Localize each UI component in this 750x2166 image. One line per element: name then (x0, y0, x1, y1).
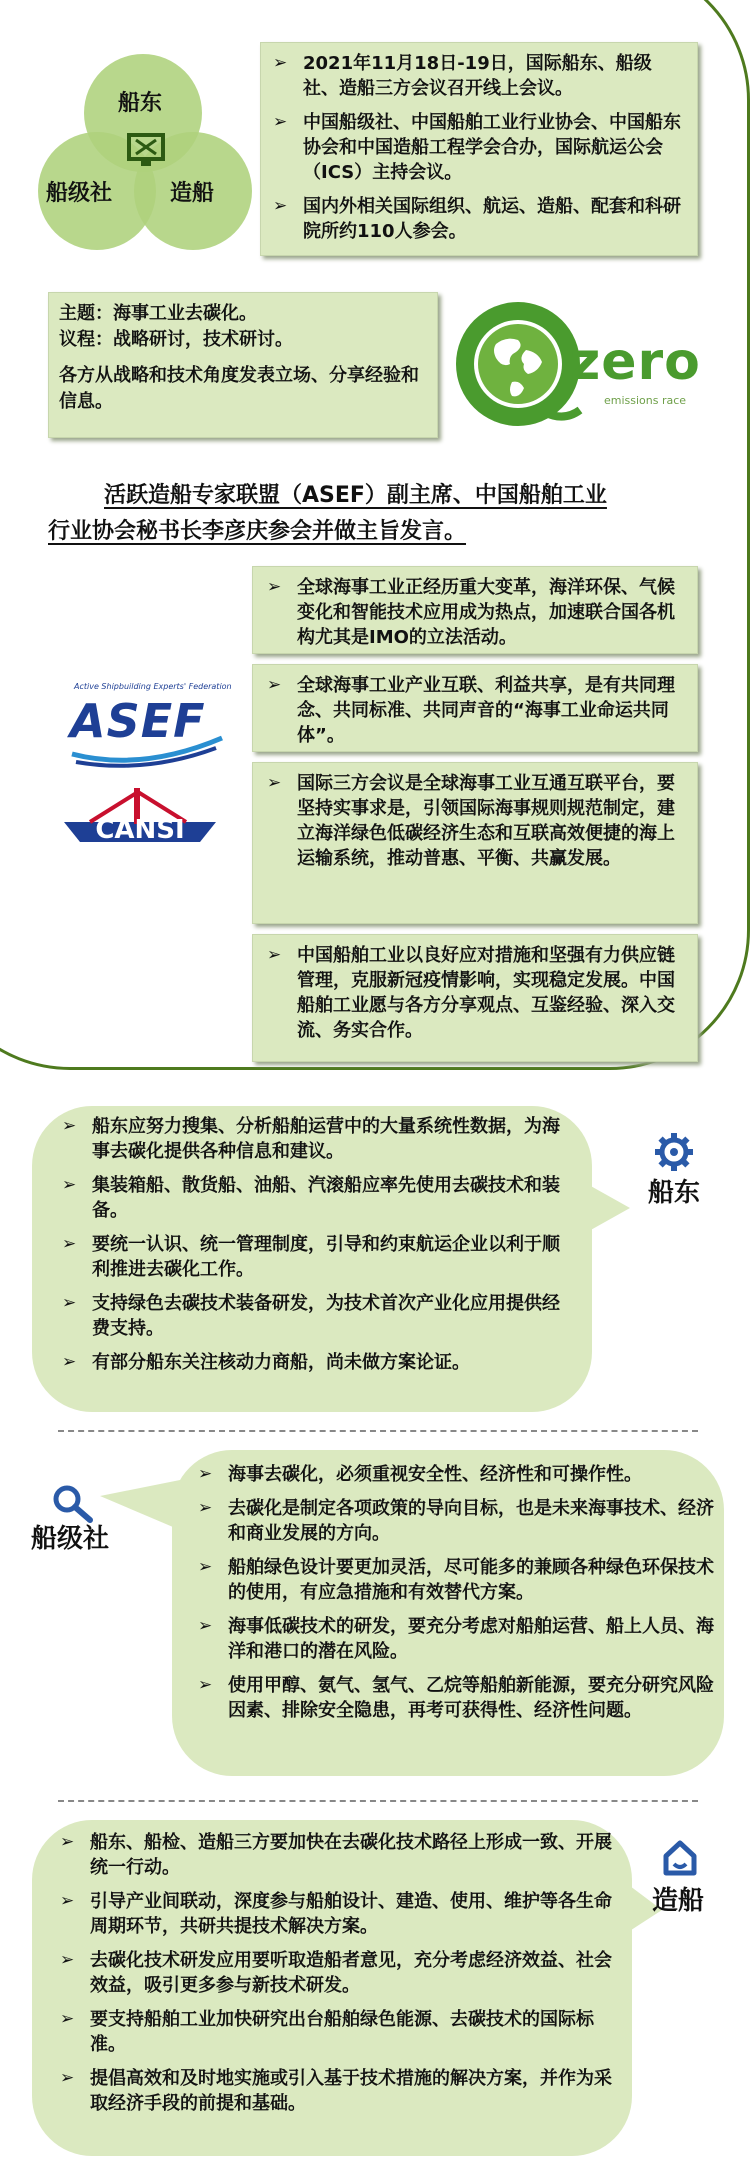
speech-box-2 (252, 664, 698, 752)
theme-summary: 各方从战略和技术角度发表立场、分享经验和信息。 (59, 365, 419, 412)
intro-bullets-box (260, 42, 698, 256)
ship-swoosh-icon (66, 730, 226, 770)
zero-emissions-logo (448, 292, 701, 442)
shipowner-label: 船东 (647, 1178, 700, 1208)
theme-topic: 主题：海事工业去碳化。 (59, 303, 257, 324)
asef-logo (66, 678, 232, 770)
gear-icon (654, 1132, 694, 1172)
headline-line-1: 活跃造船专家联盟（ASEF）副主席、中国船舶工业 (104, 483, 607, 508)
list-item: ➢ 海事低碳技术的研发，要充分考虑对船舶运营、船上人员、海洋和港口的潜在风险。 (192, 1614, 718, 1664)
monitor-icon (126, 132, 166, 170)
venn-label-shipbuilding: 造船 (170, 181, 215, 206)
list-item: ➢ 去碳化是制定各项政策的导向目标，也是未来海事技术、经济和商业发展的方向。 (192, 1496, 718, 1546)
asef-word: ASEF (70, 694, 206, 748)
speech-box-1 (252, 566, 698, 654)
headline (48, 478, 708, 550)
class-bullets (192, 1462, 718, 1732)
list-item: ➢ 集装箱船、散货船、油船、汽滚船应率先使用去碳技术和装备。 (56, 1173, 576, 1223)
bubble-pointer (580, 1180, 640, 1240)
list-item: ➢ 有部分船东关注核动力商船，尚未做方案论证。 (56, 1350, 576, 1375)
theme-agenda: 议程：战略研讨，技术研讨。 (59, 329, 293, 350)
shipowner-bullets (56, 1114, 576, 1384)
theme-box (48, 292, 438, 438)
venn-diagram (30, 44, 260, 254)
list-item: ➢ 要统一认识、统一管理制度，引导和约束航运企业以利于顺利推进去碳化工作。 (56, 1232, 576, 1282)
section-divider (58, 1430, 698, 1432)
list-item: ➢ 船东应努力搜集、分析船舶运营中的大量系统性数据，为海事去碳化提供各种信息和建议。 (56, 1114, 576, 1164)
list-item: ➢ 船东、船检、造船三方要加快在去碳化技术路径上形成一致、开展统一行动。 (54, 1830, 614, 1880)
class-label: 船级社 (30, 1524, 109, 1554)
shipbuilding-bullets (54, 1830, 614, 2125)
shipbuilding-label: 造船 (651, 1886, 704, 1916)
cansi-logo (60, 782, 220, 860)
list-item: ➢ 中国船级社、中国船舶工业行业协会、中国船东协会和中国造船工程学会合办，国际航运公会（ICS）主持会议。 (267, 110, 685, 185)
zero-logo-word: zero (570, 332, 701, 392)
zero-logo-tagline: emissions race (604, 394, 687, 407)
list-item: ➢ 中国船舶工业以良好应对措施和坚强有力供应链管理，克服新冠疫情影响，实现稳定发展。中国船舶工业愿与各方分享观点、互鉴经验、深入交流、务实合作。 (261, 943, 687, 1043)
list-item: ➢ 国际三方会议是全球海事工业互通互联平台，要坚持实事求是，引领国际海事规则规范制定，建立海洋绿色低碳经济生态和互联高效便捷的海上运输系统，推动普惠、平衡、共赢发展。 (261, 771, 687, 871)
venn-label-shipowner: 船东 (118, 91, 163, 116)
list-item: ➢ 2021年11月18日-19日，国际船东、船级社、造船三方会议召开线上会议。 (267, 51, 685, 101)
list-item: ➢ 提倡高效和及时地实施或引入基于技术措施的解决方案，并作为采取经济手段的前提和基础。 (54, 2066, 614, 2116)
list-item: ➢ 全球海事工业正经历重大变革，海洋环保、气候变化和智能技术应用成为热点，加速联合国各机构尤其是IMO的立法活动。 (261, 575, 687, 650)
speech-box-4 (252, 934, 698, 1062)
intro-bullet-list (267, 51, 685, 244)
list-item: ➢ 使用甲醇、氨气、氢气、乙烷等船舶新能源，要充分研究风险因素、排除安全隐患，再考可获得性、经济性问题。 (192, 1673, 718, 1723)
list-item: ➢ 引导产业间联动，深度参与船舶设计、建造、使用、维护等各生命周期环节，共研共提技术解决方案。 (54, 1889, 614, 1939)
list-item: ➢ 海事去碳化，必须重视安全性、经济性和可操作性。 (192, 1462, 718, 1487)
section-divider (58, 1800, 698, 1802)
list-item: ➢ 要支持船舶工业加快研究出台船舶绿色能源、去碳技术的国际标准。 (54, 2007, 614, 2057)
home-icon (660, 1838, 700, 1878)
asef-caption: Active Shipbuilding Experts' Federation (74, 682, 232, 691)
list-item: ➢ 去碳化技术研发应用要听取造船者意见，充分考虑经济效益、社会效益，吸引更多参与新技术研发。 (54, 1948, 614, 1998)
list-item: ➢ 支持绿色去碳技术装备研发，为技术首次产业化应用提供经费支持。 (56, 1291, 576, 1341)
list-item: ➢ 国内外相关国际组织、航运、造船、配套和科研院所约110人参会。 (267, 194, 685, 244)
cansi-word: CANSI (95, 815, 185, 845)
list-item: ➢ 全球海事工业产业互联、利益共享，是有共同理念、共同标准、共同声音的“海事工业命运共同体”。 (261, 673, 687, 748)
headline-line-2: 行业协会秘书长李彦庆参会并做主旨发言。 (48, 519, 467, 544)
list-item: ➢ 船舶绿色设计要更加灵活，尽可能多的兼顾各种绿色环保技术的使用，有应急措施和有效替代方案。 (192, 1555, 718, 1605)
cansi-ship-icon (60, 782, 220, 860)
speech-box-3 (252, 762, 698, 924)
venn-label-classification: 船级社 (46, 181, 113, 206)
